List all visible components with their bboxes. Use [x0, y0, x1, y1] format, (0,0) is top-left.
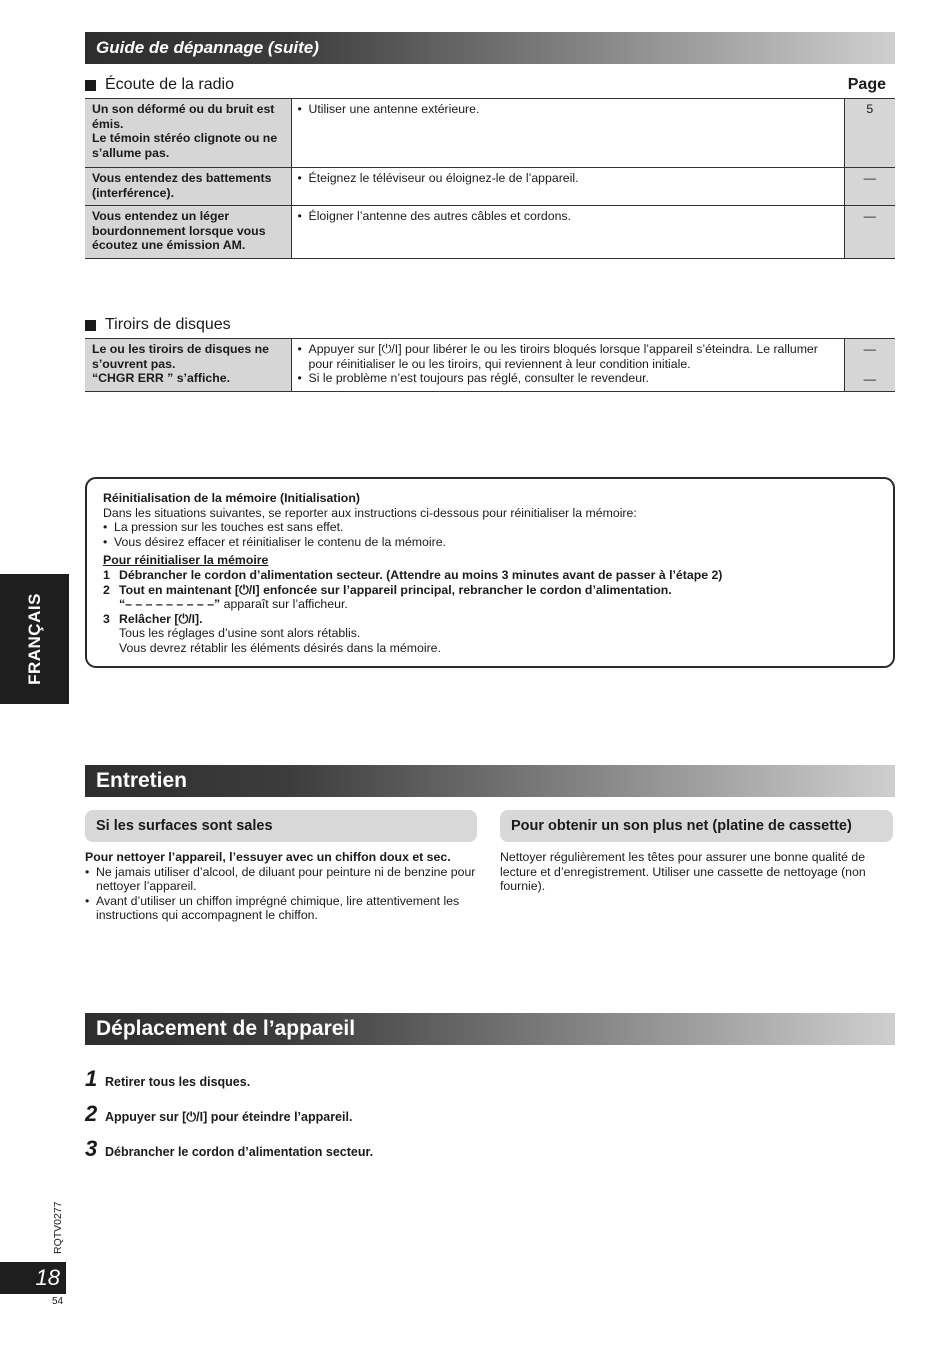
step-text: Retirer tous les disques.	[105, 1075, 251, 1089]
display-indicator: “– – – – – – – – –”	[119, 597, 221, 612]
page-number-box	[0, 1262, 66, 1294]
remedy-cell: • Éteignez le téléviseur ou éloignez-le de l’appareil.	[291, 168, 844, 206]
table-row	[85, 339, 895, 392]
memory-bullet: La pression sur les touches est sans effet.	[114, 520, 344, 535]
heading-text: Si les surfaces sont sales	[96, 818, 273, 834]
step-text: Débrancher le cordon d’alimentation secteur.	[105, 1145, 374, 1159]
language-side-tab	[0, 574, 69, 704]
trays-section-header	[85, 316, 895, 334]
page-number: 18	[35, 1265, 60, 1290]
memory-intro: Dans les situations suivantes, se reporter aux instructions ci-dessous pour réinitialiser la mémoire:	[103, 505, 637, 520]
symptom-text: Vous entendez un léger bourdonnement lorsque vous écoutez une émission AM.	[92, 209, 266, 252]
radio-heading: Écoute de la radio	[105, 76, 234, 93]
radio-table	[85, 98, 895, 259]
page-cell: —	[844, 168, 895, 206]
cleaning-bullet: Avant d’utiliser un chiffon imprégné chimique, lire attentivement les instructions qui accompagnent le chiffon.	[96, 893, 460, 923]
symptom-cell	[85, 339, 291, 392]
maintenance-title: Entretien	[96, 769, 188, 792]
step-note: apparaît sur l’afficheur.	[220, 597, 348, 612]
remedy-cell: • Éloigner l’antenne des autres câbles et cordons.	[291, 206, 844, 259]
step-number: 1	[103, 567, 110, 582]
symptom-cell	[85, 206, 291, 259]
cassette-text	[500, 850, 895, 894]
memory-step-2	[103, 583, 877, 612]
moving-step-2	[85, 1101, 352, 1127]
trays-table	[85, 338, 895, 392]
remedy-text: Appuyer sur [⏻/I] pour libérer le ou les tiroirs bloqués lorsque l’appareil s’éteindra. Le rallumer pour réinitialiser le ou les tiroirs, qui reviennent à leur condition initiale.	[308, 342, 818, 371]
radio-section-header	[85, 76, 895, 94]
step-text: Tout en maintenant [⏻/I] enfoncée sur l’appareil principal, rebrancher le cordon d’alimentation.	[119, 582, 672, 597]
remedy-text: Si le problème n’est toujours pas réglé, consulter le revendeur.	[308, 371, 649, 385]
bullet-square-icon	[85, 80, 96, 91]
page-value: —	[863, 342, 876, 356]
step-number: 1	[85, 1066, 98, 1091]
step-note: Vous devrez rétablir les éléments désirés dans la mémoire.	[119, 640, 441, 655]
remedy-cell: • Utiliser une antenne extérieure.	[291, 99, 844, 168]
memory-bullet: Vous désirez effacer et réinitialiser le contenu de la mémoire.	[114, 534, 446, 549]
page-value: —	[863, 371, 876, 386]
page-cell	[844, 339, 895, 392]
troubleshoot-banner	[85, 32, 895, 64]
bullet-square-icon	[85, 320, 96, 331]
sub-page-number: 54	[52, 1296, 64, 1307]
moving-banner	[85, 1013, 895, 1045]
step-note: Tous les réglages d’usine sont alors rétablis.	[119, 626, 361, 641]
remedy-text: Éloigner l’antenne des autres câbles et cordons.	[308, 209, 571, 223]
symptom-text: Un son déformé ou du bruit est émis. Le témoin stéréo clignote ou ne s’allume pas.	[92, 102, 278, 160]
step-number: 2	[103, 582, 110, 597]
memory-title: Réinitialisation de la mémoire (Initialisation)	[103, 491, 360, 505]
table-row	[85, 99, 895, 168]
step-number: 3	[103, 611, 110, 626]
heading-text: Pour obtenir un son plus net (platine de cassette)	[511, 818, 852, 834]
remedy-text: Éteignez le téléviseur ou éloignez-le de l’appareil.	[308, 171, 579, 185]
memory-step-1	[103, 568, 877, 583]
moving-step-1	[85, 1066, 250, 1092]
page-cell: 5	[844, 99, 895, 168]
troubleshoot-title: Guide de dépannage (suite)	[96, 38, 319, 57]
trays-heading: Tiroirs de disques	[105, 316, 231, 333]
symptom-text: Vous entendez des battements (interférence).	[92, 171, 272, 200]
cleaning-lead: Pour nettoyer l’appareil, l’essuyer avec un chiffon doux et sec.	[85, 850, 451, 864]
cassette-paragraph: Nettoyer régulièrement les têtes pour assurer une bonne qualité de lecture et d’enregistrement. Utiliser une cassette de nettoyage (non fournie).	[500, 850, 866, 894]
document-code: RQTV0277	[52, 1201, 64, 1254]
page-column-label: Page	[847, 76, 886, 93]
language-label: FRANÇAIS	[24, 593, 44, 685]
step-text: Débrancher le cordon d’alimentation secteur. (Attendre au moins 3 minutes avant de passer à l’étape 2)	[119, 567, 723, 582]
symptom-cell	[85, 99, 291, 168]
page-cell: —	[844, 206, 895, 259]
memory-reset-box: Réinitialisation de la mémoire (Initialisation) Dans les situations suivantes, se reporter aux instructions ci-dessous pour réinitialiser la mémoire: • La pression sur les touches est sans effet. • Vous désirez effacer et réinitialiser le contenu de la mémoire. Pour réinitialiser la mémoire 1 Débrancher le cordon d’alimentation secteur. (Attendre au moins 3 minutes avant de passer à l’étape 2) 2 Tout en maintenant [⏻/I] enfoncée sur l’appareil principal, rebrancher le cordon d’alimentation. “– – – – – – – – –” apparaît sur l’afficheur. 3 Relâcher [⏻/I]. Tous les réglages d’usine sont alors rétablis. Vous devrez rétablir les éléments désirés dans la mémoire.	[85, 477, 895, 668]
cleaning-bullet: Ne jamais utiliser d’alcool, de diluant pour peinture ni de benzine pour nettoyer l’appareil.	[96, 864, 476, 894]
table-row	[85, 168, 895, 206]
moving-step-3	[85, 1136, 373, 1162]
table-row	[85, 206, 895, 259]
step-text: Appuyer sur [⏻/I] pour éteindre l’appareil.	[105, 1110, 353, 1124]
symptom-cell	[85, 168, 291, 206]
memory-subhead: Pour réinitialiser la mémoire	[103, 553, 269, 568]
maintenance-banner	[85, 765, 895, 797]
moving-title: Déplacement de l’appareil	[96, 1017, 356, 1040]
memory-step-3	[103, 612, 877, 656]
step-number: 3	[85, 1136, 98, 1161]
dirty-surfaces-heading	[85, 810, 477, 842]
remedy-text: Utiliser une antenne extérieure.	[308, 102, 480, 116]
step-number: 2	[85, 1101, 98, 1126]
cassette-heading	[500, 810, 893, 842]
remedy-cell: • Appuyer sur [⏻/I] pour libérer le ou les tiroirs bloqués lorsque l’appareil s’éteindra. Le rallumer pour réinitialiser le ou les tiroirs, qui reviennent à leur condition initiale. • Si le problème n’est toujours pas réglé, consulter le revendeur.	[291, 339, 844, 392]
symptom-text: Le ou les tiroirs de disques ne s’ouvrent pas. “CHGR ERR ” s’affiche.	[92, 342, 269, 385]
dirty-surfaces-text: Pour nettoyer l’appareil, l’essuyer avec un chiffon doux et sec. • Ne jamais utiliser d’alcool, de diluant pour peinture ni de benzine pour nettoyer l’appareil. • Avant d’utiliser un chiffon imprégné chimique, lire attentivement les instructions qui accompagnent le chiffon.	[85, 850, 480, 923]
step-text: Relâcher [⏻/I].	[119, 611, 203, 626]
